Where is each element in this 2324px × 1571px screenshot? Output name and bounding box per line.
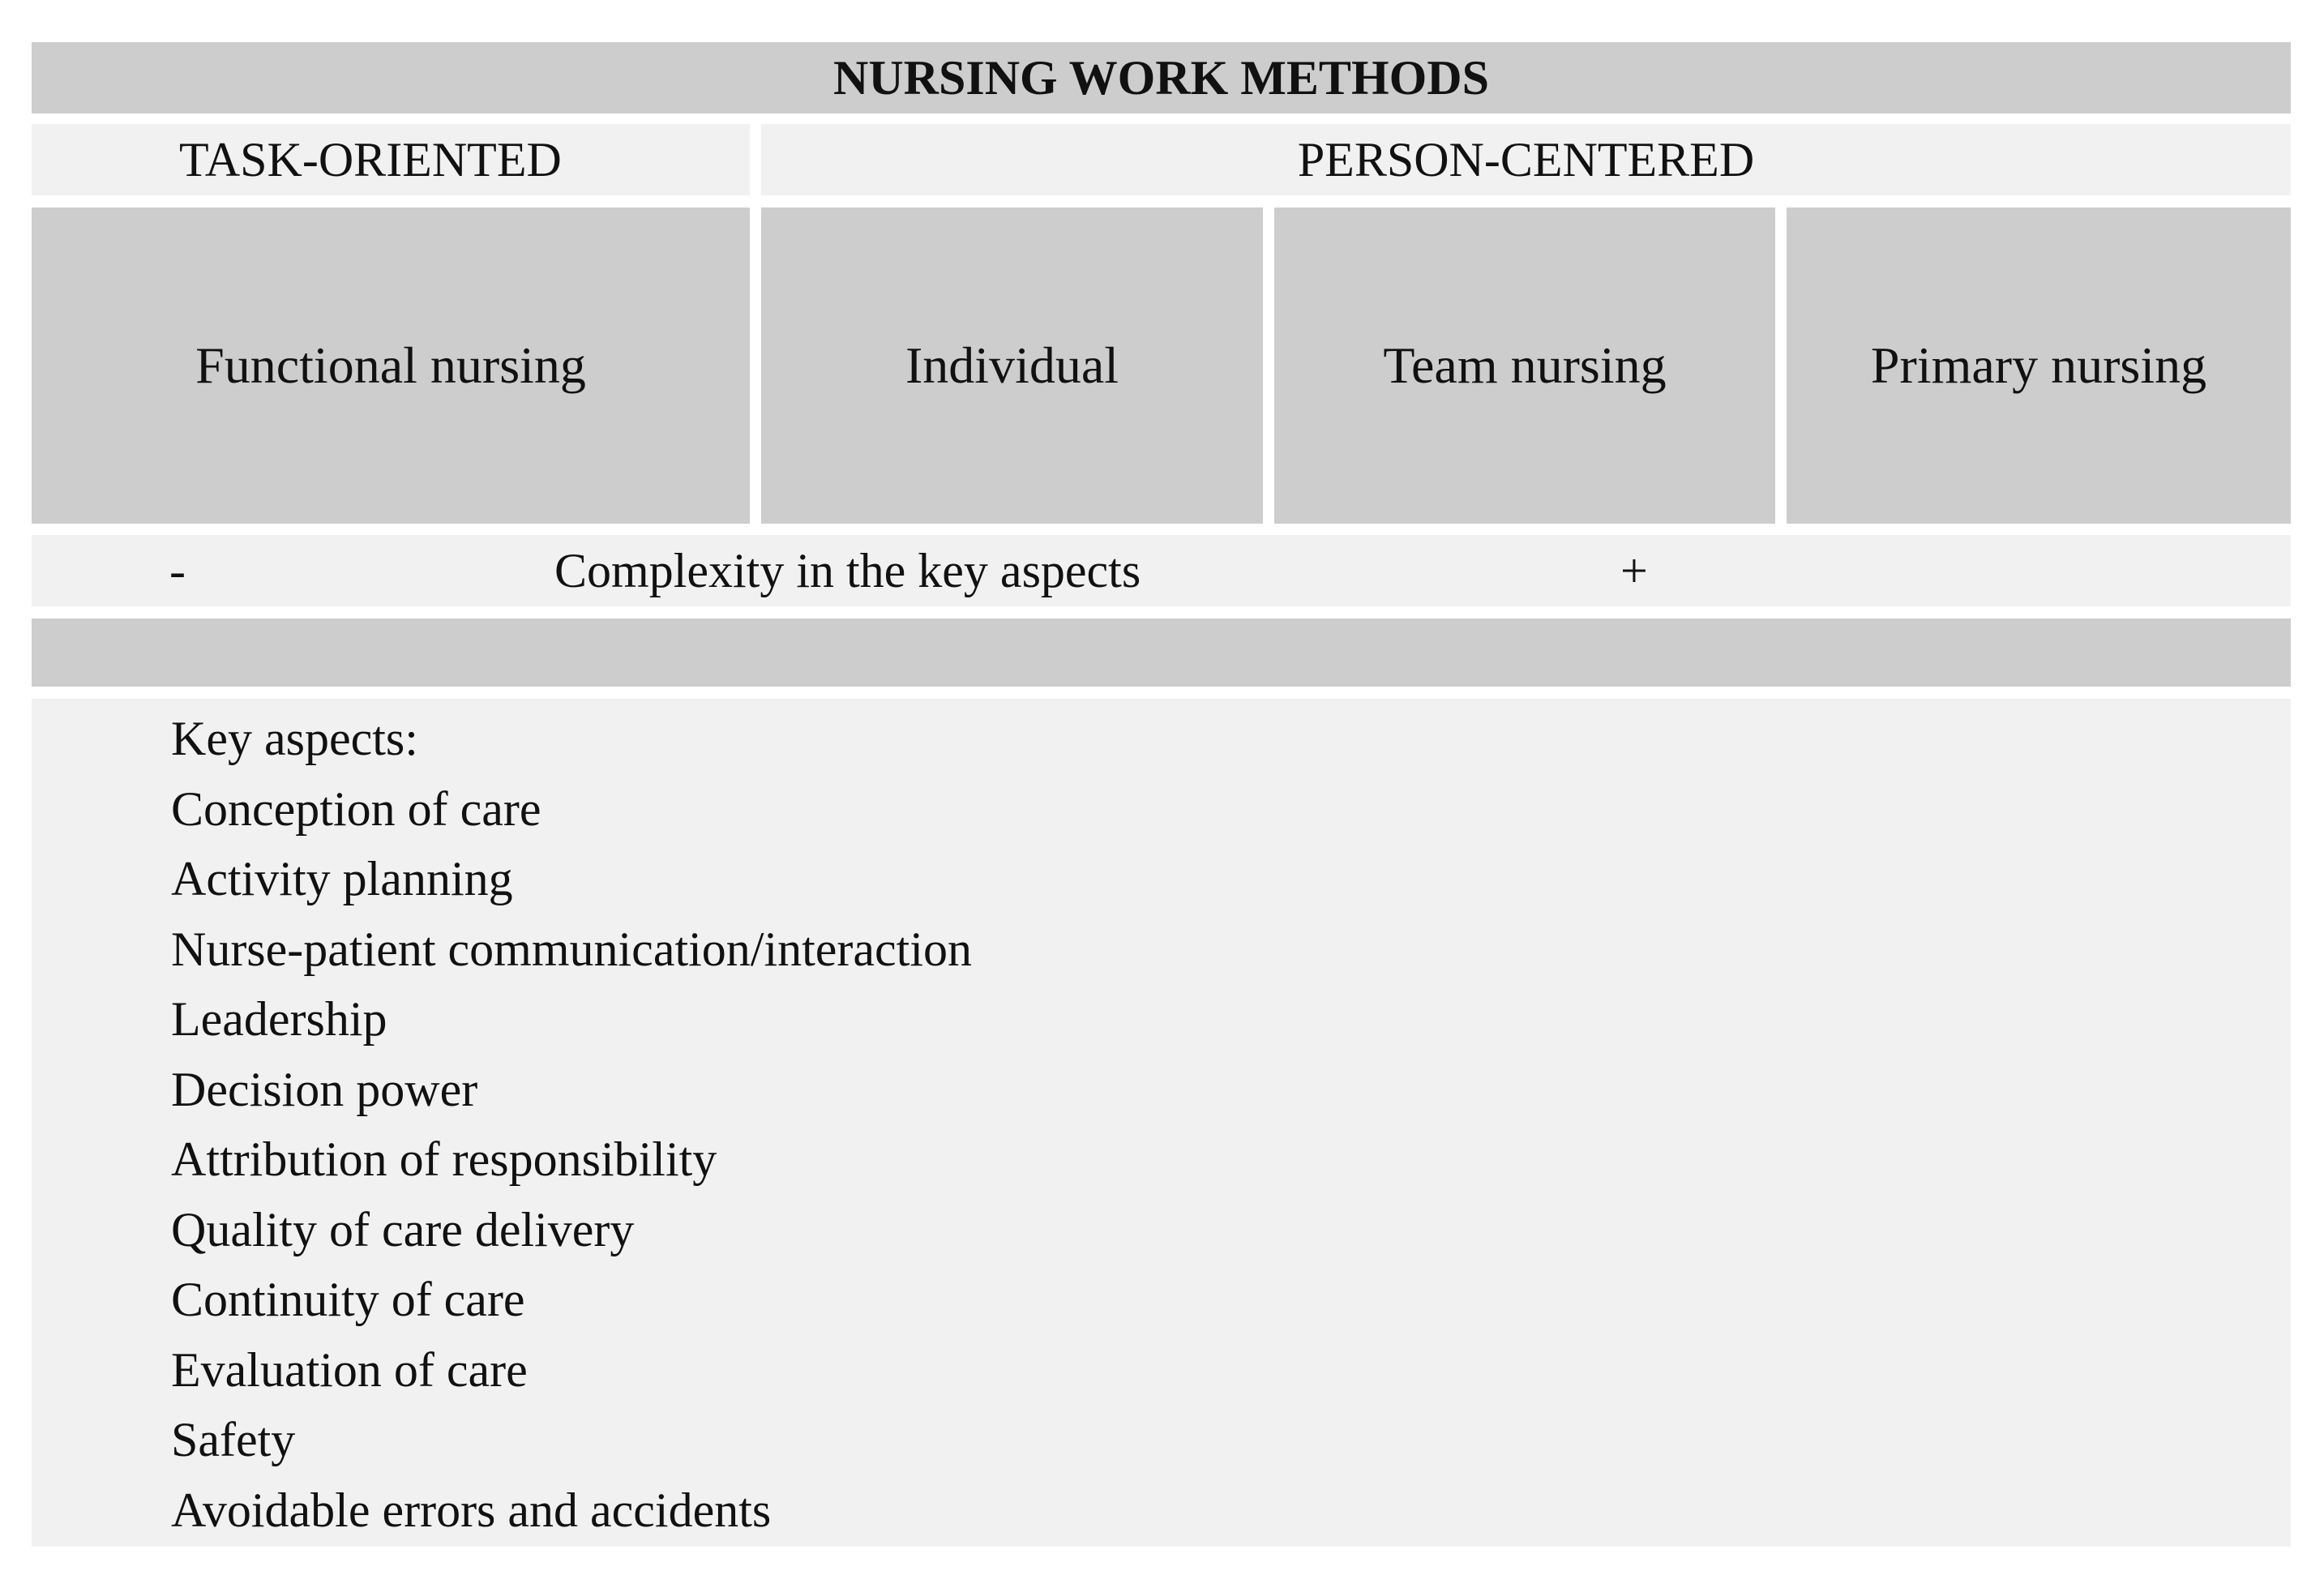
key-aspect-item: Activity planning: [171, 852, 513, 905]
key-aspects-panel: [32, 699, 2291, 1547]
complexity-plus-sign: +: [1620, 543, 1648, 597]
key-aspect-item: Quality of care delivery: [171, 1202, 635, 1256]
key-aspects-heading: Key aspects:: [171, 712, 418, 765]
key-aspect-item: Continuity of care: [171, 1273, 525, 1326]
method-team-nursing: Team nursing: [1274, 208, 1775, 524]
method-functional-nursing: Functional nursing: [32, 208, 750, 524]
method-individual: Individual: [761, 208, 1263, 524]
key-aspect-item: Leadership: [171, 992, 387, 1046]
category-person-centered: PERSON-CENTERED: [761, 124, 2291, 195]
method-primary-nursing: Primary nursing: [1787, 208, 2291, 524]
key-aspect-item: Safety: [171, 1413, 296, 1466]
complexity-label: Complexity in the key aspects: [554, 543, 1141, 597]
category-task-oriented: TASK-ORIENTED: [32, 124, 750, 195]
divider-band: [32, 619, 2291, 687]
complexity-scale: [32, 535, 2291, 606]
key-aspect-item: Attribution of responsibility: [171, 1132, 717, 1186]
key-aspect-item: Evaluation of care: [171, 1342, 528, 1397]
key-aspect-item: Avoidable errors and accidents: [171, 1483, 772, 1537]
key-aspect-item: Nurse-patient communication/interaction: [171, 922, 973, 976]
key-aspect-item: Conception of care: [171, 781, 541, 836]
diagram-title: NURSING WORK METHODS: [32, 42, 2291, 113]
complexity-minus-sign: -: [169, 543, 186, 597]
key-aspect-item: Decision power: [171, 1062, 478, 1116]
